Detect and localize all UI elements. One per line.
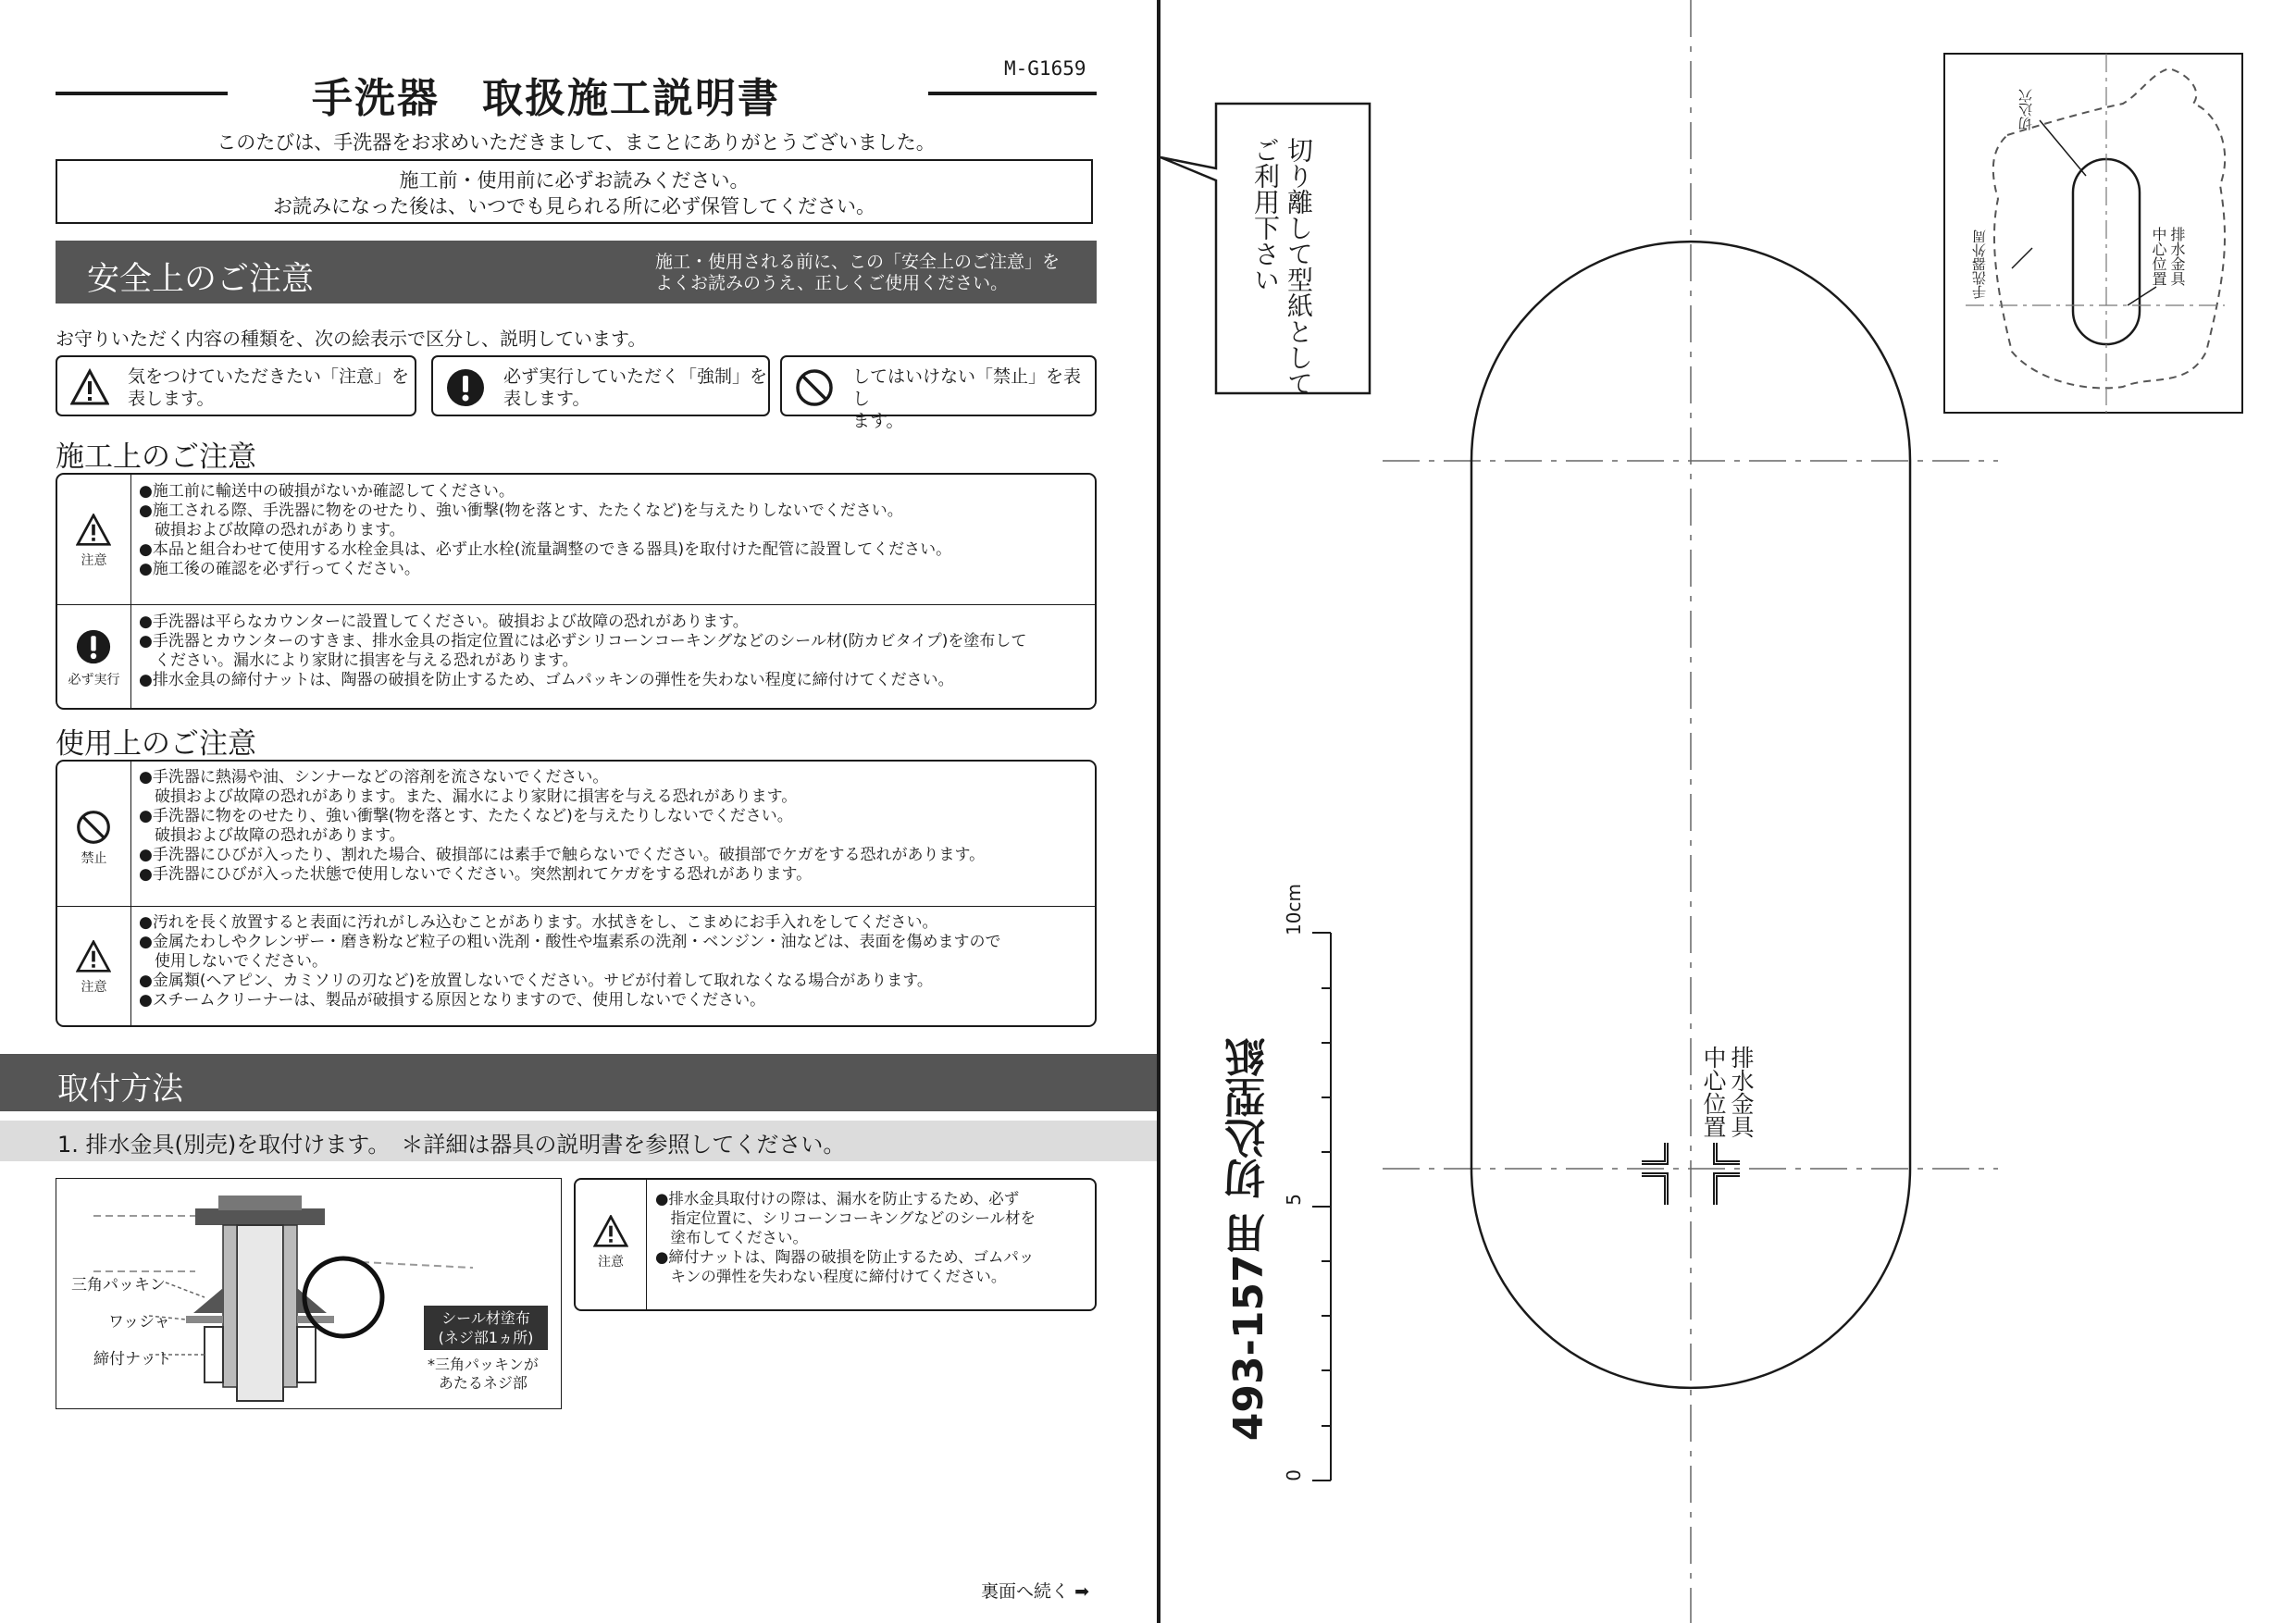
use-cautions-table [56, 760, 1097, 1027]
continue-label [981, 1578, 1089, 1603]
mandatory-row [57, 604, 1095, 709]
title-rule-right [928, 92, 1097, 95]
prohibition-text [139, 768, 985, 885]
attach-header-band [0, 1054, 1157, 1111]
mandatory-label: 必ず実行 [68, 673, 120, 688]
caution-line: 指定位置に、シリコーンコーキングなどのシール材を [655, 1209, 1036, 1227]
symbol-text-line: 表します。 [503, 389, 590, 409]
scale-label: 10cm [1283, 884, 1305, 935]
caution-line: 塗布してください。 [655, 1229, 808, 1246]
drain-center-label: 排水金具 中心位置 [1700, 1046, 1755, 1138]
sealant-note-line: あたるネジ部 [438, 1374, 527, 1392]
caution-label: 注意 [598, 1255, 624, 1270]
caution-row [57, 906, 1095, 1026]
caution-text [139, 482, 951, 579]
caution-row [57, 475, 1095, 604]
safety-note-line: よくお読みのうえ、正しくご使用ください。 [655, 273, 1009, 293]
caution-line: ●本品と組合わせて使用する水栓金具は、必ず止水栓(流量調整のできる器具)を取付けた配管に設置してください。 [139, 540, 952, 559]
inset-hole-label: 切込穴 [2017, 89, 2034, 130]
caution-line: ●施工前に輸送中の破損がないか確認してください。 [139, 482, 515, 501]
inset-box [1944, 54, 2242, 413]
part-label-triangle-packing: 三角パッキン [71, 1276, 166, 1295]
cut-note-text: 切り離して型紙として ご利用下さい [1250, 137, 1314, 396]
inset-drain-label: 排水金具 中心位置 [2150, 227, 2186, 286]
caution-line: キンの弾性を失わない程度に締付けてください。 [655, 1268, 1007, 1285]
symbol-mandatory-text [503, 365, 767, 410]
caution-label: 注意 [81, 553, 107, 568]
attach-title: 取付方法 [57, 1071, 183, 1108]
caution-icon-cell [57, 475, 131, 604]
thanks-message: このたびは、手洗器をお求めいただきまして、まことにありがとうございました。 [217, 131, 936, 154]
safety-note-line: 施工・使用される前に、この「安全上のご注意」を [655, 252, 1061, 272]
symbol-text-line: 気をつけていただきたい「注意」を [128, 366, 410, 387]
caution-text [139, 913, 1001, 1010]
caution-line: ●手洗器に熱湯や油、シンナーなどの溶剤を流さないでください。 [139, 768, 609, 787]
caution-label: 注意 [81, 980, 107, 995]
continue-text: 裏面へ続く [981, 1581, 1070, 1602]
caution-line: ●手洗器にひびが入った状態で使用しないでください。突然割れてケガをする恐れがあります。 [139, 865, 813, 884]
safety-note [655, 252, 1060, 294]
caution-line: 破損および故障の恐れがあります。また、漏水により家財に損害を与える恐れがあります。 [139, 787, 798, 806]
caution-line: 破損および故障の恐れがあります。 [139, 826, 405, 845]
caution-line: ●スチームクリーナーは、製品が破損する原因となりますので、使用しないでください。 [139, 991, 766, 1010]
symbol-prohibition-box [780, 355, 1097, 431]
scale-ruler [1312, 933, 1331, 1481]
mandatory-text [139, 613, 1026, 690]
caution-line: ●汚れを長く放置すると表面に汚れがしみ込むことがあります。水拭きをし、こまめにお手入れをしてください。 [139, 913, 938, 932]
caution-line: ●排水金具の締付ナットは、陶器の破損を防止するため、ゴムパッキンの弾性を失わない程度に締付けてください。 [139, 671, 954, 689]
symbol-text-line: 必ず実行していただく「強制」を [503, 366, 768, 387]
warning-triangle-icon [593, 1215, 628, 1248]
install-cautions-table [56, 473, 1097, 710]
scale-tick-0: 0 [1283, 1469, 1305, 1481]
caution-line: 使用しないでください。 [139, 952, 328, 971]
callout-line: シール材塗布 [441, 1309, 530, 1327]
read-notice-box [56, 159, 1093, 224]
symbol-text-line: 表します。 [128, 389, 215, 409]
callout-line: (ネジ部1ヵ所) [438, 1329, 534, 1346]
caution-line: ●手洗器は平らなカウンターに設置してください。破損および故障の恐れがあります。 [139, 613, 749, 631]
prohibition-row [57, 762, 1095, 906]
install-cautions-title: 施工上のご注意 [56, 440, 256, 474]
attach-caution-text [655, 1189, 1036, 1286]
caution-icon-cell [576, 1180, 647, 1309]
symbol-mandatory-box [431, 355, 770, 416]
cutting-template [1160, 0, 2296, 1623]
use-cautions-title: 使用上のご注意 [56, 727, 256, 761]
safety-header-band [56, 241, 1097, 304]
symbol-text-line: ます。 [852, 411, 904, 431]
mandatory-exclamation-icon [446, 368, 485, 407]
symbol-text-line: してはいけない「禁止」を表し [852, 366, 1082, 409]
caution-line: ●排水金具取付けの際は、漏水を防止するため、必ず [655, 1190, 1020, 1208]
symbol-caution-text [128, 365, 409, 410]
warning-triangle-icon [76, 940, 111, 973]
caution-line: ●金属たわしやクレンザー・磨き粉など粒子の粗い洗剤・酸性や塩素系の洗剤・ベンジン・油などは、表面を傷めますので [139, 933, 1001, 951]
attach-caution-box [574, 1178, 1097, 1311]
sealant-note-line: *三角パッキンが [428, 1356, 539, 1373]
scale-tick-5: 5 [1283, 1194, 1305, 1206]
caution-line: ●手洗器にひびが入ったり、割れた場合、破損部には素手で触らないでください。破損部でケガをする恐れがあります。 [139, 846, 986, 864]
warning-triangle-icon [70, 368, 109, 407]
symbol-prohibition-text [852, 365, 1095, 432]
caution-line: ●手洗器に物をのせたり、強い衝撃(物を落とす、たたくなど)を与えたりしないでください。 [139, 807, 793, 825]
caution-line: 破損および故障の恐れがあります。 [139, 521, 405, 539]
document-number: M-G1659 [1004, 57, 1086, 80]
caution-line: ●締付ナットは、陶器の破損を防止するため、ゴムパッ [655, 1248, 1035, 1266]
part-label-washer: ワッシャ [108, 1313, 170, 1332]
symbol-caution-box [56, 355, 416, 416]
page-title: 手洗器 取扱施工説明書 [312, 75, 780, 122]
notice-line: お読みになった後は、いつでも見られる所に必ず保管してください。 [273, 195, 875, 217]
mandatory-exclamation-icon [76, 629, 111, 664]
prohibition-icon [795, 368, 834, 407]
right-arrow-icon: ➡ [1074, 1581, 1089, 1602]
notice-line: 施工前・使用前に必ずお読みください。 [399, 169, 750, 192]
caution-line: ●手洗器とカウンターのすきま、排水金具の指定位置には必ずシリコーンコーキングなどのシール材(防カビタイプ)を塗布して [139, 632, 1027, 650]
caution-line: ●施工される際、手洗器に物をのせたり、強い衝撃(物を落とす、たたくなど)を与えたりしないでください。 [139, 502, 903, 520]
caution-line: ください。漏水により家財に損害を与える恐れがあります。 [139, 651, 578, 670]
inset-outline-label: 手洗器外周 [1971, 229, 1988, 299]
warning-triangle-icon [76, 514, 111, 547]
caution-icon-cell [57, 907, 131, 1026]
symbol-intro: お守りいただく内容の種類を、次の絵表示で区分し、説明しています。 [56, 328, 647, 350]
safety-title: 安全上のご注意 [87, 261, 315, 298]
caution-line: ●施工後の確認を必ず行ってください。 [139, 560, 420, 578]
prohibition-icon [76, 810, 111, 845]
template-title: 493-157用 切込型紙 [1225, 1036, 1272, 1442]
caution-line: ●金属類(ヘアピン、カミソリの刃など)を放置しないでください。サビが付着して取れなくなる場合があります。 [139, 972, 933, 990]
step-1-band [0, 1121, 1157, 1161]
sealant-note [428, 1356, 539, 1393]
title-rule-left [56, 92, 228, 95]
sealant-callout [424, 1306, 548, 1350]
part-label-nut: 締付ナット [93, 1350, 172, 1369]
prohibition-label: 禁止 [81, 851, 107, 866]
prohibition-icon-cell [57, 762, 131, 906]
step-1-text: 1. 排水金具(別売)を取付けます。 ＊詳細は器具の説明書を参照してください。 [57, 1132, 846, 1158]
mandatory-icon-cell [57, 605, 131, 709]
